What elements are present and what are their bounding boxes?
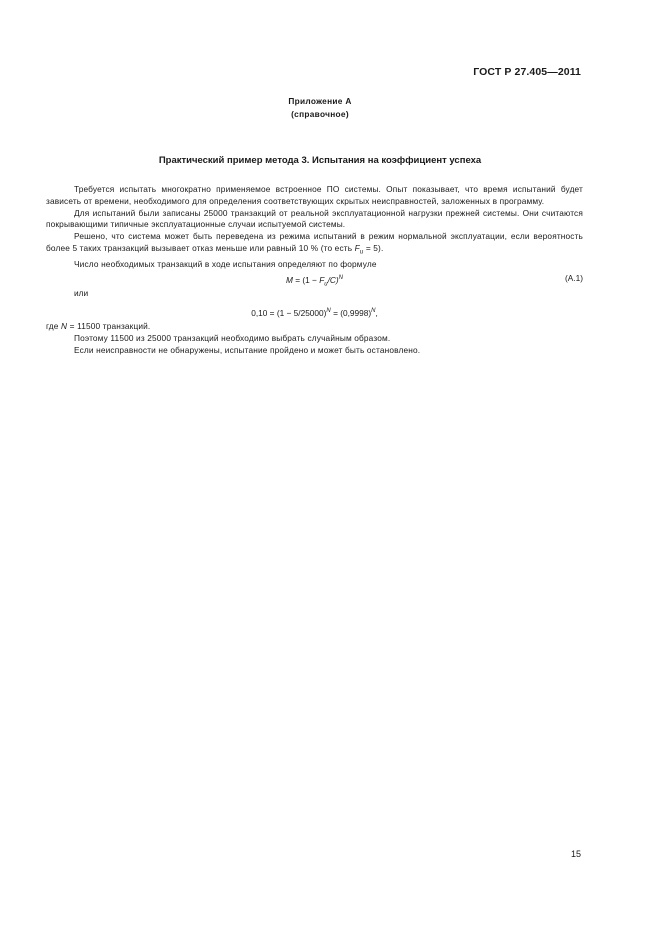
document-code: ГОСТ Р 27.405—2011 <box>473 66 581 78</box>
subscript: u <box>359 249 364 256</box>
formula-sup: N <box>371 308 376 315</box>
where-rest: = 11500 транзакций. <box>67 321 151 332</box>
where-var: N <box>61 321 68 332</box>
paragraph-text: Решено, что система может быть переведена из режима испытаний в режим нормальной эксплуатации, если вероятность более 5 таких транзакций вызывает отказ меньше или равный 10 % (то есть <box>46 231 583 253</box>
appendix-subtitle: (справочное) <box>291 109 349 119</box>
formula-part: 0,10 = (1 − 5/25000) <box>251 307 327 318</box>
formula-2 <box>46 306 583 319</box>
paragraph: Требуется испытать многократно применяемое встроенное ПО системы. Опыт показывает, что время испытаний будет зависеть от времени, необходимого для определения соответствующих скрытых неисправностей, заложенных в программу. <box>46 184 583 206</box>
appendix-heading <box>0 95 640 121</box>
formula-a1 <box>46 273 583 286</box>
formula-part: = (1 − <box>292 275 320 285</box>
variable: F <box>354 242 360 253</box>
paragraph: Число необходимых транзакций в ходе испытания определяют по формуле <box>74 259 377 270</box>
formula-var: F <box>319 275 325 285</box>
page-number: 15 <box>570 849 581 859</box>
paragraph: Для испытаний были записаны 25000 транзакций от реальной эксплуатационной нагрузки прежней системы. Они считаются покрывающими типичные эксплуатационные случаи испытуемой системы. <box>46 207 583 230</box>
body-text <box>46 184 583 356</box>
formula-part: , <box>375 307 378 318</box>
formula-sub: u <box>324 281 328 288</box>
formula-part: /C) <box>327 275 339 285</box>
appendix-title: Приложение А <box>288 96 352 106</box>
paragraph: Если неисправности не обнаружены, испытание пройдено и может быть остановлено. <box>74 344 421 355</box>
formula-expression <box>46 306 583 320</box>
formula-lhs: M <box>285 275 293 285</box>
formula-sup: N <box>338 275 344 282</box>
paragraph <box>46 231 583 259</box>
or-text: или <box>74 288 89 299</box>
where-line <box>46 321 583 333</box>
paragraph-tail: = 5). <box>363 242 384 253</box>
where-prefix: где <box>46 321 62 332</box>
section-title: Практический пример метода 3. Испытания на коэффициент успеха <box>158 155 482 166</box>
formula-expression <box>46 273 583 291</box>
formula-number: (А.1) <box>565 273 583 284</box>
paragraph: Поэтому 11500 из 25000 транзакций необходимо выбрать случайным образом. <box>74 332 391 343</box>
formula-part: = (0,9998) <box>330 307 372 318</box>
formula-sup: N <box>326 308 331 315</box>
